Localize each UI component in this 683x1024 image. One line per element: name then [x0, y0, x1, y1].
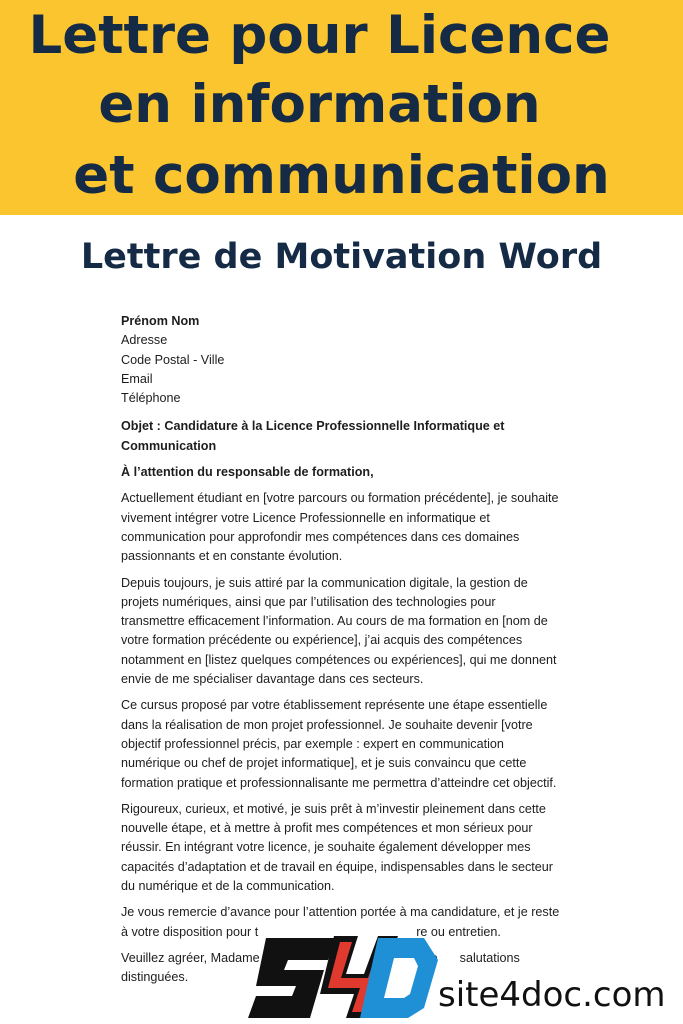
closing-start: Veuillez agréer, Madame — [121, 950, 260, 965]
letter-salutation: À l’attention du responsable de formation, — [121, 465, 374, 480]
paragraph-5-end: re ou entretien. — [416, 924, 501, 939]
letter-paragraph-3: Ce cursus proposé par votre établissement représente une étape essentielle dans la réalisation de mon projet professionnel. Je souhaite devenir [votre objectif professionnel précis, par exemple : expert en communication numérique ou chef de projet informatique], et je suis convaincu que cette formation pratique et professionnalisante me permettra d’atteindre cet objectif. — [121, 698, 557, 790]
letter-paragraph-2: Depuis toujours, je suis attiré par la communication digitale, la gestion de projets numériques, ainsi que par l’utilisation des technologies pour transmettre efficacement l’information. Au cours de ma formation en [nom de votre formation précédente ou expérience], j’ai acquis des compétences notamment en [listez quelques compétences ou expériences], qui me donnent envie de me spécialiser davantage dans ces secteurs. — [121, 575, 557, 687]
paragraph-5-start: Je vous remercie d’avance pour l’attention portée à ma candidature, et je reste à votre disposition pour t — [121, 905, 560, 939]
closing-end: salutations distinguées. — [121, 950, 520, 985]
page-subtitle: Lettre de Motivation Word — [80, 237, 603, 277]
sender-address: Adresse — [121, 333, 168, 348]
banner-title-line-3: et communication — [73, 145, 610, 206]
banner-title-line-2: en information — [98, 74, 541, 135]
letter-document — [121, 312, 561, 995]
title-banner — [0, 0, 683, 215]
letter-object: Objet : Candidature à la Licence Professionnelle Informatique et Communication — [121, 419, 505, 453]
sender-email: Email — [121, 371, 153, 386]
banner-title-line-1: Lettre pour Licence — [28, 5, 611, 66]
letter-paragraph-4: Rigoureux, curieux, et motivé, je suis prêt à m’investir pleinement dans cette nouvelle étape, et à mettre à profit mes compétences et mon sérieux pour réussir. En intégrant votre licence, je souhaite également développer mes capacités d’adaptation et de travail en équipe, indispensables dans le secteur du numérique et de la communication. — [121, 801, 553, 894]
logo-s-shape — [248, 938, 336, 1018]
site-name-text: site4doc.com — [438, 975, 666, 1015]
sender-phone: Téléphone — [121, 391, 181, 406]
site4doc-logo-mark — [248, 930, 438, 1024]
sender-name: Prénom Nom — [121, 314, 200, 328]
sender-postal: Code Postal - Ville — [121, 352, 225, 367]
letter-paragraph-1: Actuellement étudiant en [votre parcours ou formation précédente], je souhaite vivement intégrer votre Licence Professionnelle en informatique et communication pour approfondir mes compétences dans ces domaines passionnants et en constante évolution. — [121, 491, 559, 564]
